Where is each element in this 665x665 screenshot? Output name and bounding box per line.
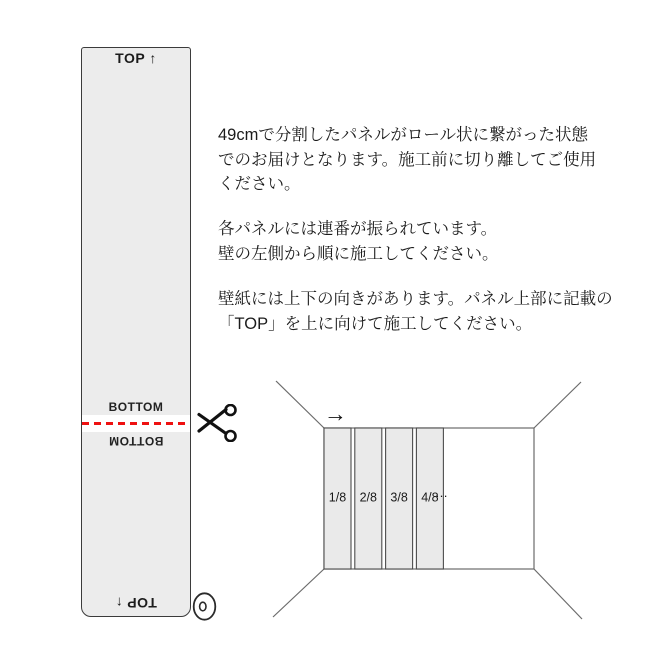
instruction-paragraph (218, 287, 648, 336)
instruction-line: 「TOP」を上に向けて施工してください。 (218, 314, 533, 333)
panel-label: 1/8 (328, 490, 347, 505)
cut-band (82, 415, 190, 432)
instruction-paragraph (218, 217, 648, 266)
instruction-line: 壁紙には上下の向きがあります。パネル上部に記載の (218, 289, 613, 308)
bottom-label-flipped: BOTTOM (108, 434, 164, 448)
scissors-blade (199, 415, 226, 434)
cut-dashed-line (82, 422, 190, 425)
room-diagram (258, 368, 594, 630)
arrow-right-icon: → (324, 400, 347, 427)
top-label-flipped: TOP ↑ (115, 595, 157, 611)
instruction-line: ください。 (218, 175, 301, 194)
panel-label: 3/8 (390, 490, 408, 505)
instruction-line: 各パネルには連番が振られています。 (218, 220, 498, 239)
instruction-text (218, 123, 648, 336)
scissors-icon (197, 404, 239, 442)
perspective-line-top-right (534, 382, 581, 428)
instruction-line: 壁の左側から順に施工してください。 (218, 244, 499, 263)
panel-ellipsis: … (435, 485, 449, 500)
scissors-ring (226, 431, 236, 441)
bottom-label: BOTTOM (108, 400, 164, 414)
roll-end-core-hole (200, 602, 206, 611)
instruction-paragraph (218, 123, 648, 197)
top-label: TOP ↑ (115, 50, 157, 66)
panel-label: 4/8 (421, 490, 439, 505)
perspective-line-bottom-left (273, 569, 324, 617)
panel-label: 2/8 (359, 490, 377, 505)
scissors-blade (199, 410, 226, 432)
perspective-line-bottom-right (534, 569, 582, 619)
instruction-line: でのお届けとなります。施工前に切り離してご使用 (218, 150, 597, 169)
instruction-line: 49cmで分割したパネルがロール状に繋がった状態 (218, 126, 589, 144)
wallpaper-roll-strip (81, 47, 191, 617)
roll-end-icon (190, 591, 220, 623)
perspective-line-top-left (276, 381, 324, 428)
